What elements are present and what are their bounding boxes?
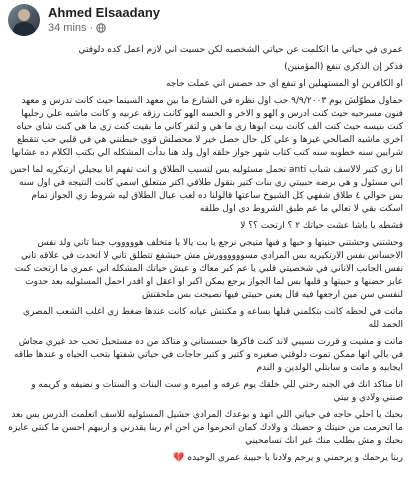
separator-dot: · [89, 22, 94, 34]
post-paragraph-last [8, 452, 403, 465]
author-avatar[interactable] [8, 4, 40, 36]
post-closing-text: ربنا يرحمك و يرحمني و يرحم ولادنا يا حبيبة عمري الوحيده [187, 453, 403, 463]
globe-icon[interactable] [96, 23, 106, 33]
post-paragraph: فذكر إن الذكري تنفع (المؤمنين) [284, 62, 403, 72]
author-name[interactable]: Ahmed Elsaadany [48, 5, 160, 20]
post-subtitle [48, 21, 160, 35]
post-header [8, 4, 403, 40]
post-paragraph: حماول مطوّلش يوم ٩/٩/٢٠٠٣ حب اول نظره في الشارع ما بين معهد السينما حيث كانت تدرس و معهد فنون مسرحيه حيث كنت ادرس و الهو و الاخر و الحسه الهو كانت رزقه عربيه و كانت ماشيه علي رجليها كنت بنيسه حيث كنت الف كانت بيت ابوها زي ما هي و لتقر كاني ما بقيت كنت زي ما هي كنت شاي حياه اخري ماشيه الصالحي غيرها و علي كل حال حصل خير لا محصلش قوي خبطتني هي في قلبي حب تتقطع شرايين سنه خطوبه سنه كتب كتاب شهر جواز حلقه اول ولد هنا بدأت المشكله الي بكتب الكلام ده عشانها [11, 96, 403, 158]
post-paragraph: انا متاكد انك في الجنه رحتي للي خلقك يوم عرفه و امبره و ست البنات و الستات و نضيفه و كريمه و صنتي ولادي و بيتي [31, 380, 403, 403]
post-paragraph: او الكافرين او المستهبلين او تنفع اي حد حصس اني عملت حاجه [165, 79, 403, 89]
post-paragraph: بحبك يا احلي حاجه في حياتي اللي اتهد و بوعدك المرادي حشيل المسئوليه للاسف اتعلمت الدرس بس بعد ما اتحرمت من حنيتك و حضنك و ولادك كمان اتحرموا من احن ام ربنا يقدرني و اربيهم احسن ما كنتي عايزه بحبك و مش بطلب منك غير انك تسامحيني [8, 410, 403, 446]
broken-heart-icon: 💔 [173, 453, 185, 463]
post-meta [48, 4, 160, 35]
post-paragraph: ماتت في لحظه كانت بتكلمني قبلها بساعه و مكنتش عيانه كانت عندها ضغط زي اغلب الشعب المصري الحمد لله [22, 307, 403, 330]
post-paragraph: عمري في حياتي ما اتكلمت عن حياتي الشخصيه لكن حسيت اني لازم اعمل كده دلوقتي [78, 45, 403, 55]
post-paragraph: انا زي كتير لالاسف شباب anti تحمل مسئوليه بس لتسبب الطلاق و انت تفهم انا بيجيلي ارتيكريه لما احس اني مسئول و هي برضه حبيبتي زي بنات كتير بتقول طلاقي اكتر مبتعلق اسمي كانت النتيجه في اول سنه بس حوالي ٤ طلاق شفهي كل الشيوخ ساعتها قالولنا ده لعب عيال الطلاق ليه شروط زي الجواز تمام اسكت بقي لا تعالي ما عم طبق الشروط دي اول طلقه [10, 165, 403, 214]
post-paragraph: قشطه يا باشا عشت حياتك ٢ ؟ ارتحت ؟؟ لا [240, 221, 403, 231]
post-timestamp[interactable]: 34 mins [48, 22, 87, 34]
post-body [8, 44, 403, 465]
post-paragraph: وحشتني وحشتني حنيتها و حبها و فبها متيجي نرجع يا بت يالا يا متخلف هوووووب جبنا تاني ولد نفس الاحساس نفس الارتكيريه بس المرادي مسوووووورش مش حيشفع تتطلق تاني لا اتحدت في علاقه تاني نفس الجانب الاناني في شخصيتي قلبي يا عم كبر معاك و عيش حياتك المشكله اني عمري ما ارتحت كنت عايز حضنها و حبيتها و قلبها بس لما الجواز يرجع يمكن اكبر او اعقل او اقدر احمل المسئوليه بعد حدوت لنفسي سن مين ارجعها فيه قال يعني حبيتي فيها نصيحت بس ملحقتش [14, 238, 403, 300]
post-paragraph: ماتت و مشيت و قررت نسيبي لاند كنت فاكرها حسستاني و متاكد من ده مستحيل تحب حد غيري مجاش في بالي انها ممكن تموت دلوقتي صغيره و كتير و كتير حاجات في حياتي شفتها بتحب الحياه و عندها طاقه ايجابيه و ماتت و سابتلي الولدين و الندم [14, 337, 403, 373]
